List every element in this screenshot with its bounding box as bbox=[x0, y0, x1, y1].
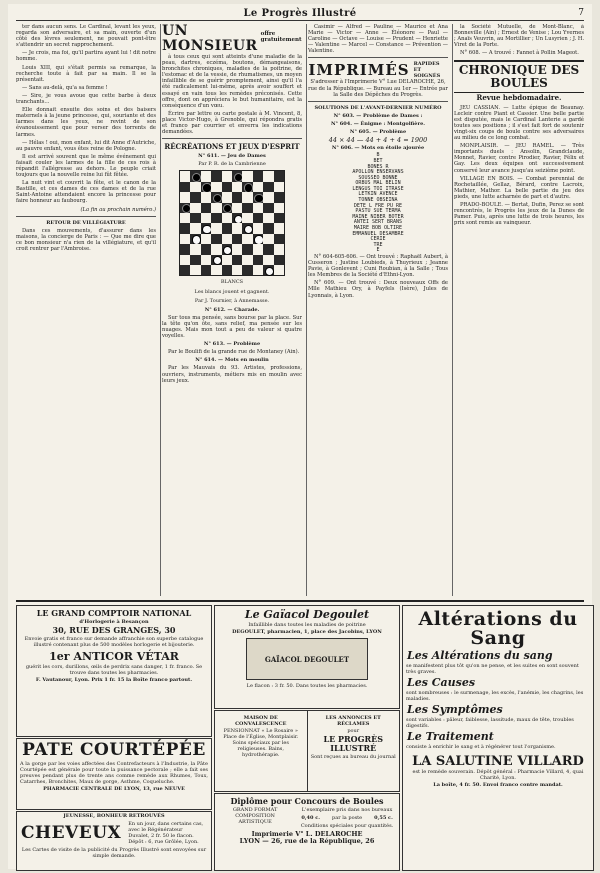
problem-612-title: N° 612. — Charade. bbox=[204, 306, 260, 313]
solutions-title: SOLUTIONS DE L'AVANT-DERNIER NUMÉRO bbox=[314, 104, 442, 111]
ad-diplome-imprimerie: Imprimerie V° L. DELAROCHE bbox=[251, 830, 363, 838]
problem-611-title: N° 611. — Jeu de Dames bbox=[198, 153, 266, 160]
ad-convalescence-title: MAISON DE CONVALESCENCE bbox=[235, 715, 287, 727]
ad-salutine-l3: Les Symptômes bbox=[407, 703, 503, 716]
board-square bbox=[253, 182, 263, 192]
ad-pate-text: A la gorge par les voies affectées des Contrefacteurs à l'Industrie, la Pâte Courtépée est générale pour toute la puissance pectorale ; elle a fait ses preuves pendant plus de trente ans comme remède aux Rhumes, Toux, Catarrhes, Bronchites, Maux de gorge, Asthme, Coqueluche. bbox=[20, 761, 208, 785]
board-square bbox=[222, 234, 232, 244]
ad-comptoir-text: Envoie gratis et franco sur demande affranchie son superbe catalogue illustré contenant plus de 500 modèles horlogerie et bijouterie. bbox=[24, 636, 204, 648]
ad-diplome-post: par la poste bbox=[332, 815, 363, 821]
ad-gaiacol bbox=[214, 605, 400, 709]
board-caption-author: Par J. Tournier, à Annemasse. bbox=[194, 297, 270, 304]
board-square bbox=[222, 192, 232, 202]
ad-convalescence bbox=[215, 711, 308, 791]
column-1 bbox=[16, 24, 161, 596]
page-number: 7 bbox=[578, 8, 584, 18]
chronique-subtitle: Revue hebdomadaire. bbox=[476, 93, 562, 103]
ad-gaiacol-title: Le Gaïacol Degoulet bbox=[244, 608, 370, 621]
ad-diplome-prices bbox=[295, 814, 399, 822]
board-square bbox=[253, 192, 263, 202]
board-square bbox=[190, 203, 200, 213]
page-header bbox=[16, 6, 584, 21]
imprimes-title: IMPRIMÉS bbox=[308, 61, 410, 80]
chronique-title: CHRONIQUE DES BOULES bbox=[454, 60, 584, 93]
board-square bbox=[274, 265, 284, 275]
ad-salutine-price: La boîte, 4 fr. 50. Envoi franco contre mandat. bbox=[433, 782, 563, 788]
board-square bbox=[232, 234, 242, 244]
board-square bbox=[180, 192, 190, 202]
board-square bbox=[211, 171, 221, 181]
col1-paragraph: — Je crois, ma foi, qu'il partira ayant lui ! dit notre homme. bbox=[16, 50, 156, 63]
board-square bbox=[263, 182, 273, 192]
board-square bbox=[242, 255, 252, 265]
ad-comptoir-sub: d'Horlogerie à Besançon bbox=[79, 619, 149, 625]
problem-612-text: Sur tous ma pensée, sans bourse par la place. Sur la tête qu'on ôte, sans relief, ma pensée sur les nuages. Mais mon tout a peu de valeur si quatre voyelles. bbox=[162, 314, 302, 340]
ad-salutine-l1: Les Altérations du sang bbox=[407, 649, 553, 662]
board-square bbox=[253, 171, 263, 181]
ad-pate-title: PATE COURTÉPÉE bbox=[22, 740, 206, 760]
board-square bbox=[211, 255, 221, 265]
board-square bbox=[211, 234, 221, 244]
board-square bbox=[232, 192, 242, 202]
section-title-villegiature: RETOUR DE VILLÉGIATURE bbox=[46, 219, 126, 226]
divider bbox=[308, 101, 448, 102]
board-square bbox=[263, 203, 273, 213]
board-square bbox=[190, 171, 200, 181]
imprimes-side: RAPIDES ET SOIGNÉS bbox=[413, 61, 441, 80]
monsieur-ad-text: à tous ceux qui sont atteints d'une maladie de la peau, dartres, eczéma, boutons, démangeaisons, bronchites chroniques, maladies de la poitrine, de l'estomac et de la vessie, de rhumatismes, un moyen infaillible de se guérir promptement, ainsi qu'il l'a été radicalement lui-même, après avoir souffert et essayé en vain tous les remèdes préconisés. Cette offre, dont on appréciera le but humanitaire, est la conséquence d'un vœu. bbox=[162, 54, 302, 109]
board-square bbox=[222, 213, 232, 223]
board-square bbox=[274, 223, 284, 233]
board-square bbox=[242, 234, 252, 244]
col1-paragraph: — Sire, je vous avoue que cette barbe à deux tranchants... bbox=[16, 92, 156, 106]
board-square bbox=[232, 244, 242, 254]
ad-diplome-price-1: 0,40 c. bbox=[301, 815, 321, 821]
ad-annonces bbox=[308, 711, 400, 791]
board-square bbox=[190, 244, 200, 254]
board-square bbox=[201, 234, 211, 244]
board-square bbox=[263, 265, 273, 275]
board-square bbox=[222, 182, 232, 192]
ad-convalescence-annonces bbox=[214, 710, 400, 792]
board-square bbox=[222, 223, 232, 233]
problem-611-author: Par P. R. de la Cambrienne bbox=[198, 161, 266, 168]
board-square bbox=[232, 255, 242, 265]
ad-salutine-t4: consiste à enrichir le sang et à régénérer tout l'organisme. bbox=[406, 744, 556, 750]
board-square bbox=[190, 255, 200, 265]
board-square bbox=[263, 255, 273, 265]
col1-paragraph: Il est arrivé souvent que le même événement qui faisait couler les larmes de la fille de ces rois à répandit l'allégresse au dehors. Le peuple criait toujours que la nouvelle reine lui fût fêtée. bbox=[16, 153, 156, 179]
board-square bbox=[211, 213, 221, 223]
board-square bbox=[232, 182, 242, 192]
board-square bbox=[180, 255, 190, 265]
ad-diplome-right-text: L'exemplaire pris dans nos bureaux bbox=[301, 807, 393, 813]
col1-paragraph: Elle donnait ensuite des soins et des baisers maternels à la jeune princesse, qui, souriante et des larmes dans les yeux, ne revint de son évanouissement que pour verser des torrents de larmes. bbox=[16, 107, 156, 138]
ad-diplome-body bbox=[215, 806, 399, 830]
board-square bbox=[222, 255, 232, 265]
ad-anticor-title: ANTICOR VÉTAR bbox=[73, 650, 179, 663]
solution-605: N° 605. — Problème bbox=[349, 129, 407, 136]
ad-annonces-title: LES ANNONCES ET RÉCLAMES bbox=[325, 715, 381, 727]
board-square bbox=[274, 192, 284, 202]
board-square bbox=[263, 171, 273, 181]
solutions-found-by: N° 604-605-606. — Ont trouvé : Raphaël Aubert, à Cusseron ; Justine Loubieds, à Thuyrieux ; Jeanne Pavie, à Gonlevent ; Cuni Roubian, à la Salle ; Tous les Membres de la Société d'Ethni-Lyon. bbox=[308, 254, 448, 279]
problem-613-text: Par le Boulifi de la grande rue de Montaney (Ain). bbox=[168, 349, 300, 356]
chronique-paragraph: PRADO-BOULE. — Bertat, Dufin, Perez se sont rencontrés, le Progrès les jeux de la Dunes de Pamer. Puis, après une lutte de trois heures, les prix sont remis au vainqueur. bbox=[454, 201, 584, 227]
col1-paragraph: ter dans aucun sens. Le Cardinal, levant les yeux, regarda son adversaire, et sa main, ouverte d'un côté des lèvres seulement, ne pouvait pont-être s'attendrir un secret rapprochement. bbox=[16, 24, 156, 49]
board-square bbox=[201, 192, 211, 202]
ad-annonces-text: Sont reçues au bureau du journal bbox=[310, 754, 396, 760]
ad-diplome-price-2: 0,55 c. bbox=[374, 815, 393, 821]
ad-diplome-right bbox=[295, 806, 399, 830]
monsieur-ad-title: UN MONSIEUR bbox=[162, 24, 258, 54]
board-caption-instruction: Les blancs jouent et gagnent. bbox=[194, 288, 270, 295]
col4-top-text: la Société Mutuelle, de Mont-Blanc, à Bonneville (Ain) ; Ernest de Venise ; Lou Yvernes ; Anaïs Veuvrin, au Mortillier ; Un Lusyrien ; J. H. Viret de la Porte. bbox=[454, 24, 584, 49]
board-square bbox=[211, 223, 221, 233]
board-square bbox=[242, 192, 252, 202]
board-square bbox=[180, 213, 190, 223]
board-square bbox=[242, 213, 252, 223]
checkers-board bbox=[179, 170, 285, 276]
chronique-paragraph: VILLAGE EN BOIS. — Combat perennial de Rochetaillée, Gellaz, Bérard, contre Lacroix, Mathier, Mathor. La belle partie du jeu des pieds, une lutte acharnée de part et d'autre. bbox=[454, 175, 584, 200]
board-square bbox=[201, 171, 211, 181]
ad-cheveux-footer: Les Cartes de visite de la publicité du Progrès Illustré sont envoyées sur simple demande. bbox=[21, 847, 207, 859]
ad-diplome-title: Diplôme pour Concours de Boules bbox=[230, 796, 384, 806]
board-square bbox=[242, 203, 252, 213]
col1-paragraph: Louis XIII, qui s'était permis sa remarque, la recherche toute à fait par sa main. Il se la présentait. bbox=[16, 64, 156, 83]
board-square bbox=[211, 182, 221, 192]
monsieur-ad-head bbox=[162, 24, 302, 54]
chronique-paragraph: JEU CASSIAN. — Lutte épique de Beaunay. Lecleir contre Piant et Cassier. Une belle partie est disputée, mais le Cardinal Lanterie a gardé toutes ses positions ; il s'est fait fort de soutenir vingt-six coups de boule contre ses adversaires au milieu de ce long combat. bbox=[454, 104, 584, 142]
board-square bbox=[222, 171, 232, 181]
board-square bbox=[263, 213, 273, 223]
board-square bbox=[180, 234, 190, 244]
board-square bbox=[211, 192, 221, 202]
villegiature-text: Dans ces mouvements, d'assurer dans les maisons, la concierge de Paris : — Que me dire que ce bon monsieur n'a rien de la villégiature, et qu'il croit rentrer par l'Ambroise. bbox=[16, 227, 156, 252]
solution-604: N° 604. — Énigme : Montgolfière. bbox=[330, 120, 426, 127]
problem-614-title: N° 614. — Mots en moulin bbox=[195, 357, 269, 364]
board-square bbox=[253, 203, 263, 213]
advertisements-section bbox=[16, 600, 584, 872]
board-square bbox=[263, 192, 273, 202]
ad-diplome-conditions: Conditions spéciales pour quantités. bbox=[300, 823, 394, 829]
board-square bbox=[274, 255, 284, 265]
problem-613-title: N° 613. — Problème bbox=[203, 341, 261, 348]
ad-salutine-l4: Le Traitement bbox=[407, 730, 494, 743]
board-square bbox=[242, 223, 252, 233]
ad-pate-footer: PHARMACIE CENTRALE DE LYON, 13, rue NEUVE bbox=[43, 786, 185, 792]
ad-salutine-title: Altérations du Sang bbox=[418, 608, 578, 649]
board-square bbox=[190, 234, 200, 244]
monsieur-ad-subtitle: offre gratuitement bbox=[260, 31, 302, 44]
board-square bbox=[180, 244, 190, 254]
solutions-last: N° 609. — Ont trouvé : Deux nouveaux Offs de Mlle Mathieu Ory, à Payfels (Isère), Jules de Lyonnais, à Lyon. bbox=[308, 280, 448, 299]
board-square bbox=[232, 223, 242, 233]
board-square bbox=[180, 265, 190, 275]
board-square bbox=[211, 203, 221, 213]
problem-614-text: Par les Mauvais du 93. Artistes, professions, ouvriers, instruments, métiers mis en moulin avec leurs jeux. bbox=[162, 365, 302, 384]
board-square bbox=[263, 223, 273, 233]
board-square bbox=[180, 203, 190, 213]
ad-anticor-footer: F. Vautanour, Lyon. Prix 1 fr. 15 la Boîte franco partout. bbox=[35, 677, 193, 683]
board-square bbox=[274, 213, 284, 223]
board-square bbox=[180, 223, 190, 233]
ad-annonces-sub: pour bbox=[347, 728, 360, 734]
board-square bbox=[190, 223, 200, 233]
ad-cheveux-body bbox=[21, 820, 207, 846]
board-square bbox=[201, 255, 211, 265]
col3-top-text: Casimir — Alfred — Pauline — Maurice et Ana Marie — Victor — Anne — Éléonore — Paul — Caroline — Octave — Louise — Prudent — Henriette — Valentine — Marcel — Constance — Prévention — Valentine. bbox=[308, 24, 448, 55]
board-square bbox=[180, 182, 190, 192]
board-square bbox=[253, 213, 263, 223]
word-star-pyramid: B BET BONES R APOLLON ENSERVANS SOUSSEO BONNE ORBUS MAL BELIN LENGUS TOI ITRASE LETKIN AVENCE TONNE OBSEINA DETE L FRE PU RE PASTU SUE TERMA MAINE NIBER BOTER ANTEI SERT BRANS MAIRE BOB OLTIRE EMMANUEL DESAMBRE CERIE TRE E bbox=[352, 152, 404, 254]
board-square bbox=[232, 213, 242, 223]
board-square bbox=[242, 171, 252, 181]
ad-salutine-l2: Les Causes bbox=[407, 676, 476, 689]
board-square bbox=[211, 265, 221, 275]
ad-gaiacol-footer: Le flacon : 3 fr. 50. Dans toutes les pharmacies. bbox=[246, 683, 368, 689]
board-square bbox=[263, 244, 273, 254]
ad-convalescence-text: PENSIONNAT « Le Rosaire » Place de l'Église, Montplaisir. Soins spéciaux par les religieuses. Bains, hydrothérapie. bbox=[223, 728, 299, 758]
ad-diplome bbox=[214, 793, 400, 871]
board-square bbox=[274, 244, 284, 254]
ad-diplome-address: LYON — 26, rue de la République, 26 bbox=[239, 837, 375, 845]
ad-cheveux-top: JEUNESSE, BONHEUR RETROUVÉS bbox=[63, 813, 165, 819]
ad-salutine-brand: LA SALUTINE VILLARD bbox=[412, 754, 584, 769]
newspaper-page bbox=[8, 4, 592, 869]
ad-salutine bbox=[402, 605, 594, 871]
column-4 bbox=[454, 24, 584, 596]
story-signoff: (La fin au prochain numéro.) bbox=[80, 206, 156, 213]
col1-paragraph: — Hélas ! oui, mon enfant, lui dit Anne d'Autriche, au pauvre enfant, vous êtes reine de Pologne. bbox=[16, 139, 156, 152]
board-square bbox=[222, 203, 232, 213]
board-square bbox=[201, 223, 211, 233]
board-square bbox=[274, 234, 284, 244]
board-square bbox=[274, 182, 284, 192]
ad-gaiacol-subtitle: Infaillible dans toutes les maladies de poitrine bbox=[248, 622, 366, 628]
divider bbox=[162, 138, 302, 139]
ad-anticor-head bbox=[17, 651, 211, 663]
board-square bbox=[201, 244, 211, 254]
recreations-title: RÉCRÉATIONS ET JEUX D'ESPRIT bbox=[164, 142, 300, 152]
ad-cheveux-title: CHEVEUX bbox=[21, 822, 122, 843]
board-square bbox=[242, 182, 252, 192]
board-square bbox=[222, 244, 232, 254]
ad-two-columns bbox=[215, 711, 399, 791]
board-square bbox=[274, 171, 284, 181]
monsieur-ad-address: Écrire par lettre ou carte postale à M. Vincent, 8, place Victor-Hugo, à Grenoble, qui répondra gratis et franco par courrier et enverra les indications demandées. bbox=[162, 110, 302, 136]
imprimes-ad-head bbox=[308, 61, 448, 79]
col1-paragraph: — Sans au-delà, qu'a sa femme ! bbox=[22, 84, 108, 91]
board-square bbox=[253, 223, 263, 233]
board-square bbox=[190, 182, 200, 192]
ad-salutine-t2: sont nombreuses : le surmenage, les excès, l'anémie, les chagrins, les maladies. bbox=[406, 690, 584, 702]
board-square bbox=[211, 244, 221, 254]
board-square bbox=[190, 213, 200, 223]
newspaper-title: Le Progrès Illustré bbox=[243, 7, 357, 19]
ad-gaiacol-line: DEGOULET, pharmacien, 1, place des Jacobins, LYON bbox=[232, 629, 382, 635]
board-square bbox=[180, 171, 190, 181]
board-square bbox=[242, 244, 252, 254]
board-square bbox=[232, 265, 242, 275]
board-caption-blancs: BLANCS bbox=[220, 279, 244, 286]
ad-annonces-big: LE PROGRÈS ILLUSTRÉ bbox=[323, 734, 383, 753]
board-square bbox=[232, 203, 242, 213]
column-3 bbox=[308, 24, 453, 596]
board-square bbox=[253, 265, 263, 275]
imprimes-text: S'adresser à l'Imprimerie V° Lue DELAROCHE, 26, rue de la République. — Bureau au 1er — Entrée par la Salle des Dépêches du Progrès. bbox=[308, 79, 448, 98]
ad-diplome-left: GRAND FORMAT COMPOSITION ARTISTIQUE bbox=[232, 807, 278, 825]
board-square bbox=[190, 192, 200, 202]
ad-salutine-t3: sont variables : pâleur, faiblesse, lassitude, maux de tête, troubles digestifs. bbox=[406, 717, 574, 729]
solution-605-formula: 44 × 44 — 44 + 4 + 4 = 1900 bbox=[328, 136, 428, 145]
gaiacol-product-box: GAÏACOL DEGOULET bbox=[246, 638, 368, 680]
divider bbox=[308, 57, 448, 58]
ad-anticor-text: guérit les cors, durillons, œils de perdrix sans danger, 1 fr. franco. Se trouve dans toutes les pharmacies. bbox=[25, 664, 203, 676]
ad-salutine-t1: se manifestent plus tôt qu'on ne pense, et les suites en sont souvent très graves. bbox=[406, 663, 579, 675]
board-square bbox=[274, 203, 284, 213]
ad-salutine-brand-text: est le remède souverain. Dépôt général : Pharmacie Villard, 4, quai Charité, Lyon. bbox=[412, 769, 584, 781]
column-2 bbox=[162, 24, 307, 596]
board-square bbox=[242, 265, 252, 275]
board-square bbox=[201, 203, 211, 213]
divider bbox=[16, 216, 156, 217]
board-square bbox=[253, 255, 263, 265]
solution-608: N° 608. — A trouvé : Fannet à Pollin Mageot. bbox=[460, 50, 579, 57]
chronique-paragraph: MONPLAISIR. — JEU RAMEL. — Très importants duels : Ansolin, Grandclaude, Monnet, Ravier, contre Pirodier, Ravier, Félix et Gay. Les deux équipes ont successivement conservé leur avance jusqu'au seizième point. bbox=[454, 143, 584, 174]
ad-comptoir-address: 30, RUE DES GRANGES, 30 bbox=[52, 625, 176, 635]
ad-comptoir-anticor bbox=[16, 605, 212, 737]
board-square bbox=[263, 234, 273, 244]
board-square bbox=[253, 244, 263, 254]
solution-606: N° 606. — Mots en étoile ajourée bbox=[331, 145, 425, 152]
col1-paragraph: La nuit vint et couvrit la fête, et le canon de la Bastille, et ces dames de ces dames et de la rue Saint-Antoine attendaient encore la princesse pour faire honneur au faubourg. bbox=[16, 180, 156, 205]
board-square bbox=[201, 213, 211, 223]
solution-603: N° 603. — Problème de Dames : bbox=[333, 112, 423, 119]
board-square bbox=[253, 234, 263, 244]
board-square bbox=[222, 265, 232, 275]
ad-pate-courtepee bbox=[16, 738, 212, 810]
board-square bbox=[201, 265, 211, 275]
ad-cheveux-text: En un jour, dans certains cas, avec le Régénérateur Duvalet, 2 fr. 50 le flacon. Dépôt : 6, rue Grôlée, Lyon. bbox=[128, 821, 204, 845]
board-square bbox=[201, 182, 211, 192]
board-square bbox=[232, 171, 242, 181]
ad-cheveux bbox=[16, 811, 212, 871]
ad-anticor-rank: 1er bbox=[49, 650, 70, 663]
ad-comptoir-title: LE GRAND COMPTOIR NATIONAL bbox=[36, 608, 192, 618]
board-square bbox=[190, 265, 200, 275]
